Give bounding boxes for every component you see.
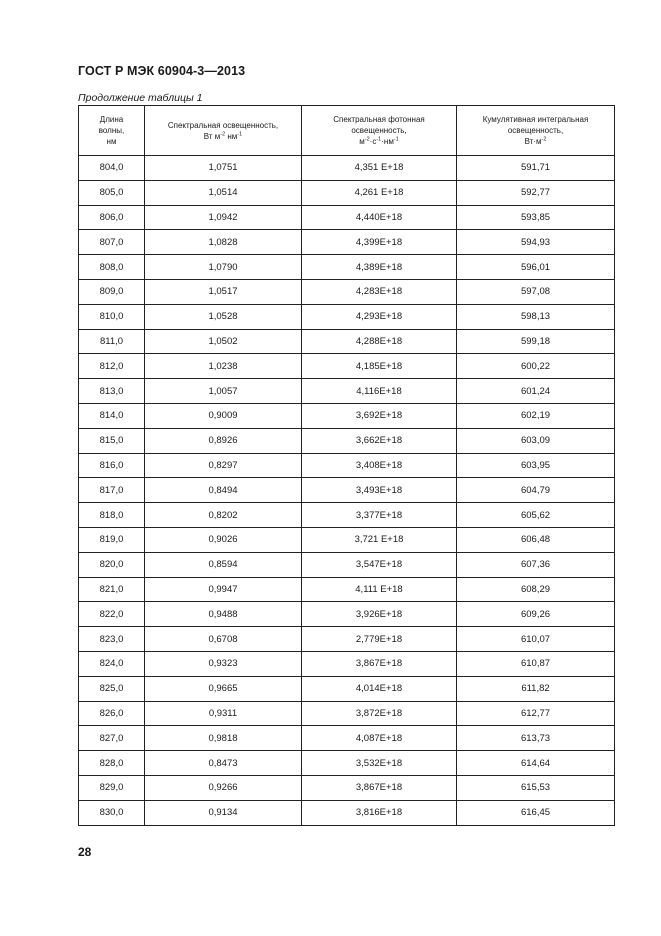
cell-photon-irradiance: 3,493E+18 bbox=[302, 478, 457, 503]
cell-cumulative: 599,18 bbox=[457, 329, 615, 354]
table-row bbox=[79, 577, 615, 602]
cell-cumulative: 592,77 bbox=[457, 180, 615, 205]
header-text: нм bbox=[106, 137, 117, 146]
cell-photon-irradiance: 4,389E+18 bbox=[302, 255, 457, 280]
cell-wavelength: 829,0 bbox=[79, 775, 145, 800]
table-row bbox=[79, 478, 615, 503]
table-row bbox=[79, 800, 615, 825]
cell-photon-irradiance: 4,014E+18 bbox=[302, 676, 457, 701]
cell-wavelength: 819,0 bbox=[79, 527, 145, 552]
cell-photon-irradiance: 4,283E+18 bbox=[302, 279, 457, 304]
cell-photon-irradiance: 3,408E+18 bbox=[302, 453, 457, 478]
cell-photon-irradiance: 3,926E+18 bbox=[302, 602, 457, 627]
cell-irradiance: 0,8494 bbox=[145, 478, 302, 503]
cell-cumulative: 610,87 bbox=[457, 651, 615, 676]
cell-photon-irradiance: 3,377E+18 bbox=[302, 503, 457, 528]
cell-wavelength: 826,0 bbox=[79, 701, 145, 726]
cell-irradiance: 0,8202 bbox=[145, 503, 302, 528]
cell-irradiance: 0,9488 bbox=[145, 602, 302, 627]
table-row bbox=[79, 255, 615, 280]
table-row bbox=[79, 403, 615, 428]
cell-wavelength: 823,0 bbox=[79, 627, 145, 652]
table-body bbox=[79, 156, 615, 826]
table-row bbox=[79, 527, 615, 552]
cell-cumulative: 608,29 bbox=[457, 577, 615, 602]
cell-photon-irradiance: 4,087E+18 bbox=[302, 726, 457, 751]
cell-irradiance: 0,9009 bbox=[145, 403, 302, 428]
header-unit: Вт м bbox=[203, 131, 221, 141]
cell-wavelength: 816,0 bbox=[79, 453, 145, 478]
cell-wavelength: 809,0 bbox=[79, 279, 145, 304]
cell-irradiance: 0,9818 bbox=[145, 726, 302, 751]
cell-photon-irradiance: 4,288E+18 bbox=[302, 329, 457, 354]
header-unit: ·нм bbox=[381, 137, 394, 146]
header-sup: -2 bbox=[220, 130, 226, 137]
table-row bbox=[79, 304, 615, 329]
cell-irradiance: 0,9026 bbox=[145, 527, 302, 552]
cell-wavelength: 805,0 bbox=[79, 180, 145, 205]
header-text: Спектральная фотонная bbox=[333, 115, 425, 124]
cell-irradiance: 1,0751 bbox=[145, 156, 302, 181]
table-row bbox=[79, 354, 615, 379]
header-text: Кумулятивная интегральная bbox=[482, 115, 589, 124]
cell-irradiance: 1,0057 bbox=[145, 379, 302, 404]
cell-wavelength: 821,0 bbox=[79, 577, 145, 602]
cell-photon-irradiance: 4,399E+18 bbox=[302, 230, 457, 255]
cell-cumulative: 600,22 bbox=[457, 354, 615, 379]
cell-wavelength: 810,0 bbox=[79, 304, 145, 329]
cell-cumulative: 605,62 bbox=[457, 503, 615, 528]
cell-cumulative: 615,53 bbox=[457, 775, 615, 800]
cell-wavelength: 820,0 bbox=[79, 552, 145, 577]
cell-irradiance: 0,9311 bbox=[145, 701, 302, 726]
table-row bbox=[79, 279, 615, 304]
cell-photon-irradiance: 4,111 E+18 bbox=[302, 577, 457, 602]
column-header-cumulative bbox=[457, 106, 615, 156]
cell-wavelength: 818,0 bbox=[79, 503, 145, 528]
table-row bbox=[79, 676, 615, 701]
header-sup: -1 bbox=[237, 130, 243, 137]
cell-wavelength: 806,0 bbox=[79, 205, 145, 230]
table-row bbox=[79, 428, 615, 453]
cell-wavelength: 814,0 bbox=[79, 403, 145, 428]
cell-irradiance: 0,6708 bbox=[145, 627, 302, 652]
table-row bbox=[79, 453, 615, 478]
cell-cumulative: 598,13 bbox=[457, 304, 615, 329]
table-row bbox=[79, 503, 615, 528]
cell-irradiance: 0,9266 bbox=[145, 775, 302, 800]
table-header-row bbox=[79, 106, 615, 156]
cell-irradiance: 1,0517 bbox=[145, 279, 302, 304]
cell-cumulative: 597,08 bbox=[457, 279, 615, 304]
cell-cumulative: 603,09 bbox=[457, 428, 615, 453]
cell-cumulative: 607,36 bbox=[457, 552, 615, 577]
cell-cumulative: 601,24 bbox=[457, 379, 615, 404]
page-number: 28 bbox=[78, 845, 92, 859]
cell-cumulative: 603,95 bbox=[457, 453, 615, 478]
cell-photon-irradiance: 3,662E+18 bbox=[302, 428, 457, 453]
cell-photon-irradiance: 3,867E+18 bbox=[302, 775, 457, 800]
cell-irradiance: 0,9665 bbox=[145, 676, 302, 701]
cell-irradiance: 1,0502 bbox=[145, 329, 302, 354]
table-row bbox=[79, 602, 615, 627]
cell-wavelength: 808,0 bbox=[79, 255, 145, 280]
header-sup: -2 bbox=[364, 136, 370, 143]
header-unit: м bbox=[359, 137, 365, 146]
cell-irradiance: 0,8473 bbox=[145, 751, 302, 776]
header-unit: нм bbox=[225, 131, 238, 141]
cell-irradiance: 0,9134 bbox=[145, 800, 302, 825]
table-row bbox=[79, 701, 615, 726]
cell-cumulative: 611,82 bbox=[457, 676, 615, 701]
cell-cumulative: 614,64 bbox=[457, 751, 615, 776]
cell-irradiance: 1,0528 bbox=[145, 304, 302, 329]
cell-irradiance: 0,8926 bbox=[145, 428, 302, 453]
table-row bbox=[79, 329, 615, 354]
column-header-irradiance bbox=[145, 106, 302, 156]
cell-cumulative: 610,07 bbox=[457, 627, 615, 652]
header-text: волны, bbox=[98, 126, 125, 135]
table-row bbox=[79, 552, 615, 577]
header-sup: -1 bbox=[393, 136, 399, 143]
cell-cumulative: 596,01 bbox=[457, 255, 615, 280]
cell-wavelength: 813,0 bbox=[79, 379, 145, 404]
header-sup: -1 bbox=[376, 136, 382, 143]
cell-photon-irradiance: 4,440E+18 bbox=[302, 205, 457, 230]
cell-photon-irradiance: 4,185E+18 bbox=[302, 354, 457, 379]
table-row bbox=[79, 651, 615, 676]
cell-cumulative: 604,79 bbox=[457, 478, 615, 503]
header-unit: ·с bbox=[369, 137, 377, 146]
cell-wavelength: 811,0 bbox=[79, 329, 145, 354]
cell-photon-irradiance: 3,867E+18 bbox=[302, 651, 457, 676]
spectral-data-table bbox=[78, 105, 615, 826]
header-text: освещенность, bbox=[507, 126, 564, 135]
cell-cumulative: 616,45 bbox=[457, 800, 615, 825]
header-sup: -2 bbox=[541, 136, 547, 143]
cell-cumulative: 612,77 bbox=[457, 701, 615, 726]
header-text: Спектральная освещенность, bbox=[167, 120, 279, 130]
table-caption: Продолжение таблицы 1 bbox=[78, 92, 203, 104]
cell-photon-irradiance: 4,351 E+18 bbox=[302, 156, 457, 181]
cell-photon-irradiance: 3,872E+18 bbox=[302, 701, 457, 726]
cell-irradiance: 1,0238 bbox=[145, 354, 302, 379]
table-row bbox=[79, 775, 615, 800]
cell-irradiance: 1,0828 bbox=[145, 230, 302, 255]
cell-irradiance: 0,8594 bbox=[145, 552, 302, 577]
cell-photon-irradiance: 3,692E+18 bbox=[302, 403, 457, 428]
cell-cumulative: 591,71 bbox=[457, 156, 615, 181]
document-header: ГОСТ Р МЭК 60904-3—2013 bbox=[78, 64, 246, 78]
cell-cumulative: 594,93 bbox=[457, 230, 615, 255]
table-row bbox=[79, 627, 615, 652]
cell-wavelength: 830,0 bbox=[79, 800, 145, 825]
cell-wavelength: 828,0 bbox=[79, 751, 145, 776]
column-header-wavelength bbox=[79, 106, 145, 156]
cell-irradiance: 1,0942 bbox=[145, 205, 302, 230]
cell-irradiance: 0,9947 bbox=[145, 577, 302, 602]
cell-cumulative: 606,48 bbox=[457, 527, 615, 552]
cell-wavelength: 812,0 bbox=[79, 354, 145, 379]
cell-cumulative: 602,19 bbox=[457, 403, 615, 428]
cell-wavelength: 824,0 bbox=[79, 651, 145, 676]
cell-wavelength: 815,0 bbox=[79, 428, 145, 453]
header-unit: Вт·м bbox=[524, 137, 542, 146]
cell-irradiance: 1,0790 bbox=[145, 255, 302, 280]
cell-wavelength: 804,0 bbox=[79, 156, 145, 181]
cell-cumulative: 593,85 bbox=[457, 205, 615, 230]
cell-cumulative: 613,73 bbox=[457, 726, 615, 751]
cell-photon-irradiance: 4,261 E+18 bbox=[302, 180, 457, 205]
cell-wavelength: 807,0 bbox=[79, 230, 145, 255]
table-row bbox=[79, 230, 615, 255]
cell-photon-irradiance: 3,721 E+18 bbox=[302, 527, 457, 552]
cell-wavelength: 827,0 bbox=[79, 726, 145, 751]
cell-photon-irradiance: 3,532E+18 bbox=[302, 751, 457, 776]
cell-photon-irradiance: 3,547E+18 bbox=[302, 552, 457, 577]
table-row bbox=[79, 379, 615, 404]
header-text: Длина bbox=[99, 115, 124, 124]
column-header-photon-irradiance bbox=[302, 106, 457, 156]
cell-irradiance: 0,8297 bbox=[145, 453, 302, 478]
table-row bbox=[79, 726, 615, 751]
cell-irradiance: 1,0514 bbox=[145, 180, 302, 205]
cell-wavelength: 822,0 bbox=[79, 602, 145, 627]
cell-irradiance: 0,9323 bbox=[145, 651, 302, 676]
cell-photon-irradiance: 4,116E+18 bbox=[302, 379, 457, 404]
cell-wavelength: 817,0 bbox=[79, 478, 145, 503]
cell-photon-irradiance: 4,293E+18 bbox=[302, 304, 457, 329]
table-row bbox=[79, 205, 615, 230]
cell-cumulative: 609,26 bbox=[457, 602, 615, 627]
table-row bbox=[79, 180, 615, 205]
header-text: освещенность, bbox=[351, 126, 407, 135]
table-row bbox=[79, 156, 615, 181]
table-row bbox=[79, 751, 615, 776]
cell-wavelength: 825,0 bbox=[79, 676, 145, 701]
cell-photon-irradiance: 2,779E+18 bbox=[302, 627, 457, 652]
cell-photon-irradiance: 3,816E+18 bbox=[302, 800, 457, 825]
